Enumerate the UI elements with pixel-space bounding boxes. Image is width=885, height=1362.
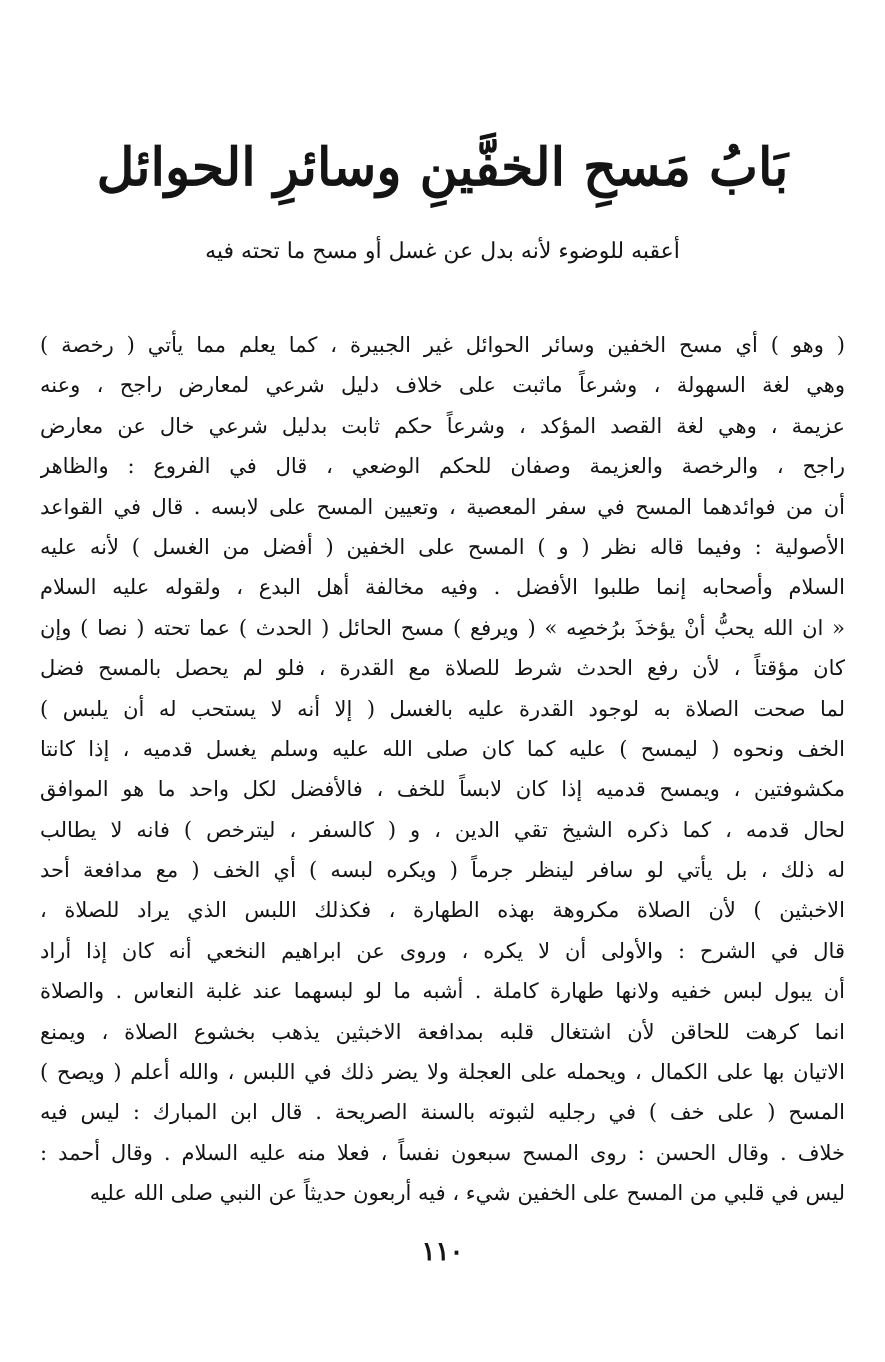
page-number: ١١٠ xyxy=(421,1237,464,1267)
text-line: ليس في قلبي من المسح على الخفين شيء ، فيه أربعون حديثاً عن النبي صلى الله عليه xyxy=(89,1181,845,1206)
text-line: عزيمة ، وهي لغة القصد المؤكد ، وشرعاً حكم ثابت بدليل شرعي خال عن معارض xyxy=(40,413,845,438)
text-line: راجح ، والرخصة والعزيمة وصفان للحكم الوضعي ، قال في الفروع : والظاهر xyxy=(40,454,845,479)
text-line: المسح ( على خف ) في رجليه لثبوته بالسنة الصريحة . قال ابن المبارك : ليس فيه xyxy=(40,1100,845,1125)
text-line: وهي لغة السهولة ، وشرعاً ماثبت على خلاف دليل شرعي لمعارض راجح ، وعنه xyxy=(40,373,845,398)
text-line: الاخبثين ) لأن الصلاة مكروهة بهذه الطهارة ، فكذلك اللبس الذي يراد للصلاة ، xyxy=(40,898,845,923)
text-line: لما صحت الصلاة به لوجود القدرة عليه بالغسل ( إلا أنه لا يستحب له أن يلبس ) xyxy=(40,696,845,721)
text-line: قال في الشرح : والأولى أن لا يكره ، وروى عن ابراهيم النخعي أنه كان إذا أراد xyxy=(40,938,845,963)
text-line: مكشوفتين ، ويمسح قدميه إذا كان لابساً للخف ، فالأفضل لكل واحد ما هو الموافق xyxy=(40,777,845,802)
text-line: ( وهو ) أي مسح الخفين وسائر الحوائل غير الجبيرة ، كما يعلم مما يأتي ( رخصة ) xyxy=(40,333,845,357)
chapter-subtitle: أعقبه للوضوء لأنه بدل عن غسل أو مسح ما تحته فيه xyxy=(205,239,680,264)
text-line: أن من فوائدهما المسح في سفر المعصية ، وتعيين المسح على لابسه . قال في القواعد xyxy=(40,494,845,519)
text-line: الخف ونحوه ( ليمسح ) عليه كما كان صلى الله عليه وسلم يغسل قدميه ، إذا كانتا xyxy=(40,736,845,761)
text-line: له ذلك ، بل يأتي لو سافر لينظر جرماً ( ويكره لبسه ) أي الخف ( مع مدافعة أحد xyxy=(40,858,845,883)
text-line: السلام وأصحابه إنما طلبوا الأفضل . وفيه مخالفة أهل البدع ، ولقوله عليه السلام xyxy=(40,575,845,600)
body-text xyxy=(40,325,845,1214)
text-line: انما كرهت للحاقن لأن اشتغال قلبه بمدافعة الاخبثين يذهب بخشوع الصلاة ، ويمنع xyxy=(40,1019,845,1044)
text-line: كان مؤقتاً ، لأن رفع الحدث شرط للصلاة مع القدرة ، فلو لم يحصل بالمسح فضل xyxy=(40,656,845,681)
text-line: الاتيان بها على الكمال ، ويحمله على العجلة ولا يضر ذلك في اللبس ، والله أعلم ( ويصح ) xyxy=(40,1060,845,1085)
text-line: أن يبول لبس خفيه ولانها طهارة كاملة . أشبه ما لو لبسهما عند غلبة النعاس . والصلاة xyxy=(40,979,845,1004)
text-line: لحال قدمه ، كما ذكره الشيخ تقي الدين ، و ( كالسفر ، ليترخص ) فانه لا يطالب xyxy=(40,817,845,842)
chapter-title: بَابُ مَسحِ الخفَّينِ وسائرِ الحوائل xyxy=(96,137,789,198)
text-line: الأصولية : وفيما قاله نظر ( و ) المسح على الخفين ( أفضل من الغسل ) لأنه عليه xyxy=(40,534,845,559)
text-line: خلاف . وقال الحسن : روى المسح سبعون نفساً ، فعلا منه عليه السلام . وقال أحمد : xyxy=(40,1140,845,1165)
text-line: « ان الله يحبُّ أنْ يؤخذَ برُخصِه » ( ويرفع ) مسح الحائل ( الحدث ) عما تحته ( نصا ) وإن xyxy=(40,615,845,640)
